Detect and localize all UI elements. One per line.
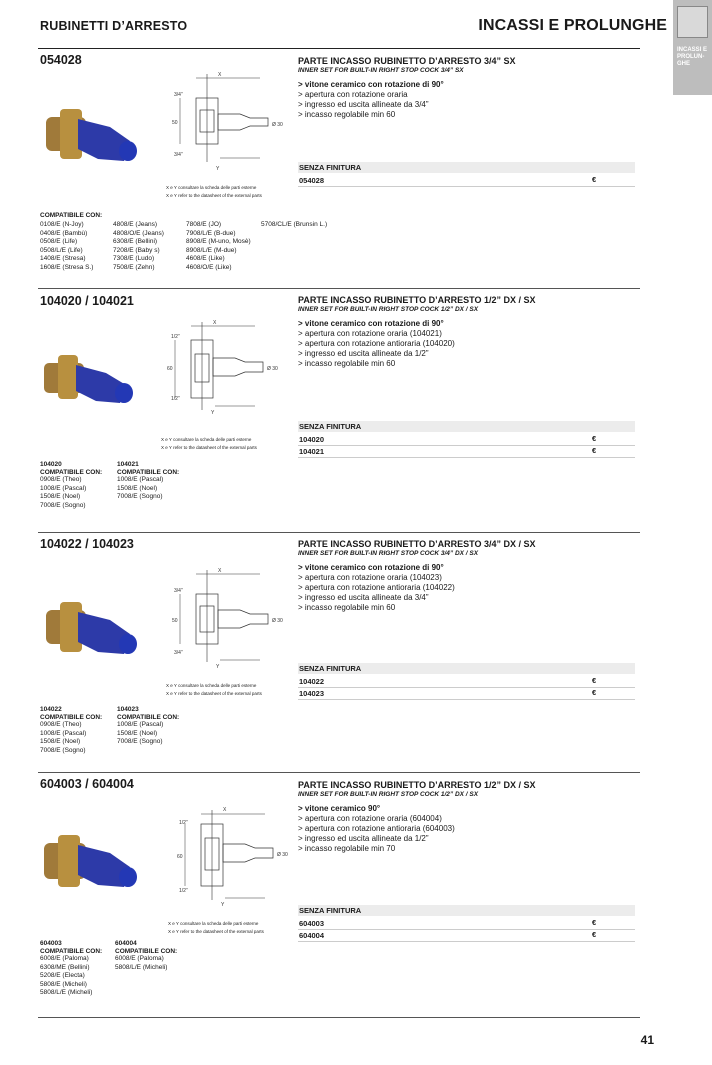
compat-group: 604003 COMPATIBILE CON: 6008/E (Paloma) 6308/ME (Bellini) 5208/E (Electa) 5808/E (Micheli) 5808/L/E (Micheli) bbox=[40, 940, 103, 996]
finish-label: SENZA FINITURA bbox=[299, 422, 362, 431]
technical-drawing bbox=[160, 566, 290, 676]
svg-text:Y: Y bbox=[216, 664, 220, 670]
product-code: 604003 / 604004 bbox=[40, 777, 134, 791]
svg-text:3/4”: 3/4” bbox=[174, 152, 183, 158]
svg-text:1/2”: 1/2” bbox=[171, 396, 180, 402]
svg-text:1/2”: 1/2” bbox=[179, 888, 188, 894]
price-row[interactable]: 604003 € bbox=[298, 918, 635, 930]
price-row[interactable]: 104023 € bbox=[298, 688, 635, 700]
compat-group: 104021 COMPATIBILE CON: 1008/E (Pascal) 1508/E (Noel) 7008/E (Sogno) bbox=[117, 461, 180, 500]
price-row[interactable]: 604004 € bbox=[298, 930, 635, 942]
product-photo bbox=[40, 345, 140, 415]
svg-text:50: 50 bbox=[172, 618, 178, 624]
technical-drawing bbox=[160, 70, 290, 190]
product-title: PARTE INCASSO RUBINETTO D’ARRESTO 1/2” DX / SX bbox=[298, 295, 536, 305]
compat-title: COMPATIBILE CON: bbox=[40, 212, 103, 219]
chapter-thumbnail-icon bbox=[677, 6, 708, 38]
svg-text:3/4”: 3/4” bbox=[174, 588, 183, 594]
section-divider bbox=[38, 532, 640, 533]
page-number: 41 bbox=[640, 1033, 654, 1047]
technical-drawing bbox=[165, 800, 295, 915]
catalog-section-title: RUBINETTI D’ARRESTO bbox=[40, 19, 188, 33]
compat-group: 604004 COMPATIBILE CON: 6008/E (Paloma) 5808/L/E (Micheli) bbox=[115, 940, 178, 971]
price-row[interactable]: 104020 € bbox=[298, 434, 635, 446]
compat-list-col3: 7808/E (JO) 7908/L/E (B-due) 8908/E (M-uno, Mosè) 8908/L/E (M-due) 4608/E (Like) 4608/O/E (Like) bbox=[186, 221, 251, 271]
technical-drawing bbox=[155, 318, 285, 428]
svg-text:50: 50 bbox=[172, 120, 178, 126]
svg-text:X: X bbox=[223, 807, 227, 813]
finish-label: SENZA FINITURA bbox=[299, 163, 362, 172]
svg-text:60: 60 bbox=[177, 854, 183, 860]
svg-text:Ø 30: Ø 30 bbox=[272, 618, 283, 624]
footer-divider bbox=[38, 1017, 640, 1018]
product-photo bbox=[40, 95, 140, 175]
product-code: 104022 / 104023 bbox=[40, 537, 134, 551]
section-divider bbox=[38, 288, 640, 289]
header-divider bbox=[38, 48, 640, 49]
product-subtitle: INNER SET FOR BUILT-IN RIGHT STOP COCK 1/2” DX / SX bbox=[298, 791, 479, 798]
dimension-note: X e Y consultare la scheda delle parti esterne X e Y refer to the datasheet of the external parts bbox=[166, 185, 262, 198]
dimension-note: X e Y consultare la scheda delle parti esterne X e Y refer to the datasheet of the external parts bbox=[166, 683, 262, 696]
svg-text:X: X bbox=[218, 568, 222, 574]
svg-text:Ø 30: Ø 30 bbox=[267, 366, 278, 372]
dimension-note: X e Y consultare la scheda delle parti esterne X e Y refer to the datasheet of the external parts bbox=[168, 921, 264, 934]
svg-text:3/4”: 3/4” bbox=[174, 650, 183, 656]
svg-text:Y: Y bbox=[221, 902, 225, 908]
chapter-title: INCASSI E PROLUNGHE bbox=[478, 17, 667, 34]
feature-list: > vitone ceramico con rotazione di 90° > apertura con rotazione oraria (104023) > apertura con rotazione antioraria (104022) > ingresso ed uscita allineate da 3/4” > incasso regolabile min 60 bbox=[298, 563, 455, 612]
compat-group: 104023 COMPATIBILE CON: 1008/E (Pascal) 1508/E (Noel) 7008/E (Sogno) bbox=[117, 706, 180, 745]
product-title: PARTE INCASSO RUBINETTO D’ARRESTO 3/4” DX / SX bbox=[298, 539, 536, 549]
price-row[interactable]: 104022 € bbox=[298, 676, 635, 688]
compat-list-col2: 4808/E (Jeans) 4808/O/E (Jeans) 6308/E (Bellini) 7208/E (Baby s) 7308/E (Ludo) 7508/E (Zehn) bbox=[113, 221, 164, 271]
product-title: PARTE INCASSO RUBINETTO D’ARRESTO 1/2” DX / SX bbox=[298, 780, 536, 790]
product-code: 054028 bbox=[40, 53, 82, 67]
compat-group: 104020 COMPATIBILE CON: 0908/E (Theo) 1008/E (Pascal) 1508/E (Noel) 7008/E (Sogno) bbox=[40, 461, 103, 509]
svg-text:3/4”: 3/4” bbox=[174, 92, 183, 98]
svg-text:Ø 30: Ø 30 bbox=[272, 122, 283, 128]
product-photo bbox=[40, 825, 140, 905]
feature-list: > vitone ceramico con rotazione di 90° > apertura con rotazione oraria > ingresso ed uscita allineate da 3/4” > incasso regolabile min 60 bbox=[298, 80, 444, 119]
product-subtitle: INNER SET FOR BUILT-IN RIGHT STOP COCK 3/4” DX / SX bbox=[298, 550, 479, 557]
product-subtitle: INNER SET FOR BUILT-IN RIGHT STOP COCK 3/4” SX bbox=[298, 67, 464, 74]
feature-list: > vitone ceramico 90° > apertura con rotazione oraria (604004) > apertura con rotazione antioraria (604003) > ingresso ed uscita allineate da 1/2” > incasso regolabile min 70 bbox=[298, 804, 455, 853]
svg-text:X: X bbox=[213, 320, 217, 326]
compat-group: 104022 COMPATIBILE CON: 0908/E (Theo) 1008/E (Pascal) 1508/E (Noel) 7008/E (Sogno) bbox=[40, 706, 103, 754]
section-divider bbox=[38, 772, 640, 773]
finish-label: SENZA FINITURA bbox=[299, 664, 362, 673]
svg-text:Y: Y bbox=[216, 166, 220, 172]
svg-text:Y: Y bbox=[211, 410, 215, 416]
product-photo bbox=[40, 590, 140, 670]
product-code: 104020 / 104021 bbox=[40, 294, 134, 308]
product-title: PARTE INCASSO RUBINETTO D’ARRESTO 3/4” SX bbox=[298, 56, 516, 66]
feature-list: > vitone ceramico con rotazione di 90° > apertura con rotazione oraria (104021) > apertura con rotazione antioraria (104020) > ingresso ed uscita allineate da 1/2” > incasso regolabile min 60 bbox=[298, 319, 455, 368]
side-tab-label: INCASSI E PROLUN-GHE bbox=[677, 47, 708, 67]
svg-text:Ø 30: Ø 30 bbox=[277, 852, 288, 858]
chapter-side-tab[interactable] bbox=[673, 0, 712, 95]
compat-list-col1: 0108/E (N-Joy) 0408/E (Bambù) 0508/E (Life) 0508/L/E (Life) 1408/E (Stresa) 1608/E (Stresa S.) bbox=[40, 221, 94, 271]
compat-list-col4: 5708/CL/E (Brunsin L.) bbox=[261, 221, 328, 228]
price-row[interactable]: 104021 € bbox=[298, 446, 635, 458]
svg-text:X: X bbox=[218, 72, 222, 78]
price-row[interactable]: 054028 € bbox=[298, 175, 635, 187]
svg-text:1/2”: 1/2” bbox=[171, 334, 180, 340]
svg-text:60: 60 bbox=[167, 366, 173, 372]
product-subtitle: INNER SET FOR BUILT-IN RIGHT STOP COCK 1/2” DX / SX bbox=[298, 306, 479, 313]
finish-label: SENZA FINITURA bbox=[299, 906, 362, 915]
dimension-note: X e Y consultare la scheda delle parti esterne X e Y refer to the datasheet of the external parts bbox=[161, 437, 257, 450]
svg-text:1/2”: 1/2” bbox=[179, 820, 188, 826]
